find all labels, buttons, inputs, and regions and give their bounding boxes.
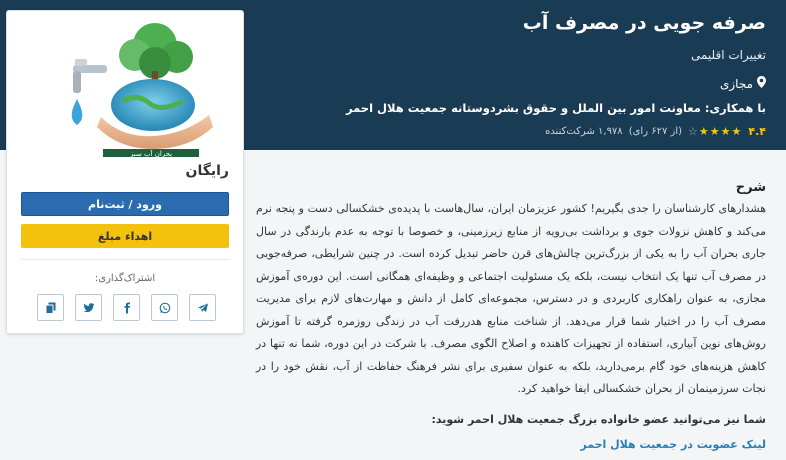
- partner-text: با همکاری: معاونت امور بین الملل و حقوق بشردوستانه جمعیت هلال احمر: [345, 101, 766, 115]
- course-title: صرفه جویی در مصرف آب: [522, 12, 766, 34]
- share-label: اشتراک‌گذاری:: [94, 273, 156, 284]
- course-category[interactable]: تغییرات اقلیمی: [690, 48, 766, 62]
- star-icon: ★: [731, 125, 743, 138]
- location-pin-icon: [757, 76, 766, 91]
- login-register-button[interactable]: ورود / ثبت‌نام: [21, 192, 229, 216]
- course-header-text: [246, 10, 766, 138]
- enrollment-card: [6, 10, 244, 334]
- course-thumbnail-illustration: [13, 15, 237, 157]
- whatsapp-share-button[interactable]: [151, 294, 178, 321]
- price-label: رایگان: [185, 163, 229, 179]
- description-heading: شرح: [735, 180, 766, 195]
- facebook-icon: [121, 302, 133, 314]
- star-icon: ★: [698, 125, 710, 138]
- course-description: [256, 180, 766, 451]
- twitter-icon: [83, 302, 95, 314]
- course-location: [246, 76, 766, 91]
- star-empty-icon: ☆: [688, 125, 699, 138]
- telegram-share-button[interactable]: [189, 294, 216, 321]
- course-thumbnail: [13, 15, 237, 157]
- star-icon: ★: [720, 125, 732, 138]
- location-label: مجازی: [719, 76, 753, 91]
- rating-row: [246, 125, 766, 138]
- share-buttons: [37, 294, 216, 321]
- thumbnail-caption: بحران آب سبز: [129, 150, 173, 157]
- copy-icon: [45, 302, 57, 314]
- rating-value: ۴.۴: [748, 125, 766, 138]
- rating-count: (از ۶۲۷ رای): [628, 126, 683, 137]
- membership-text: شما نیز می‌توانید عضو خانواده بزرگ جمعیت هلال احمر شوید:: [431, 412, 766, 426]
- description-body: هشدارهای کارشناسان را جدی بگیریم! کشور عزیزمان ایران، سال‌هاست با پدیده‌ی خشکسالی دست و پنجه نرم می‌کند و کاهش نزولات جوی و برداشت بی‌رویه از منابع زیرزمینی، و خصوصا با توجه به عدم بارندگی در سال جاری بحران آب را به یکی از بزرگ‌ترین چالش‌های قرن حاضر تبدیل کرده است. در چنین شرایطی، صرفه‌جویی در مصرف آب تنها یک انتخاب نیست، بلکه یک مسئولیت اجتماعی و وظیفه‌ای همگانی است. این دوره‌ی آموزش مجازی، به عنوان راهکاری کاربردی و در دسترس، مجموعه‌ای کامل از دانش و مهارت‌های لازم برای مدیریت مصرف آب را در اختیار شما قرار می‌دهد. از شناخت منابع هدررفت آب در زندگی روزمره گرفته تا آموزش روش‌های نوین آبیاری، استفاده از تجهیزات کاهنده و اصلاح الگوی مصرف. با شرکت در این دوره، شما نه تنها در کاهش هزینه‌های خود گام برمی‌دارید، بلکه به عنوان سفیری برای نشر فرهنگ حفاظت از آب، نقش خود را در نجات سرزمینمان از بحران خشکسالی ایفا خواهید کرد.: [256, 202, 766, 395]
- telegram-icon: [197, 302, 209, 314]
- copy-link-button[interactable]: [37, 294, 64, 321]
- star-icon: ★: [709, 125, 721, 138]
- whatsapp-icon: [159, 302, 171, 314]
- facebook-share-button[interactable]: [113, 294, 140, 321]
- participants-count: ۱,۹۷۸ شرکت‌کننده: [545, 126, 623, 137]
- divider: [21, 259, 229, 260]
- rating-stars: [688, 125, 742, 138]
- membership-link[interactable]: لینک عضویت در جمعیت هلال احمر: [580, 437, 766, 451]
- twitter-share-button[interactable]: [75, 294, 102, 321]
- donate-button[interactable]: اهداء مبلغ: [21, 224, 229, 248]
